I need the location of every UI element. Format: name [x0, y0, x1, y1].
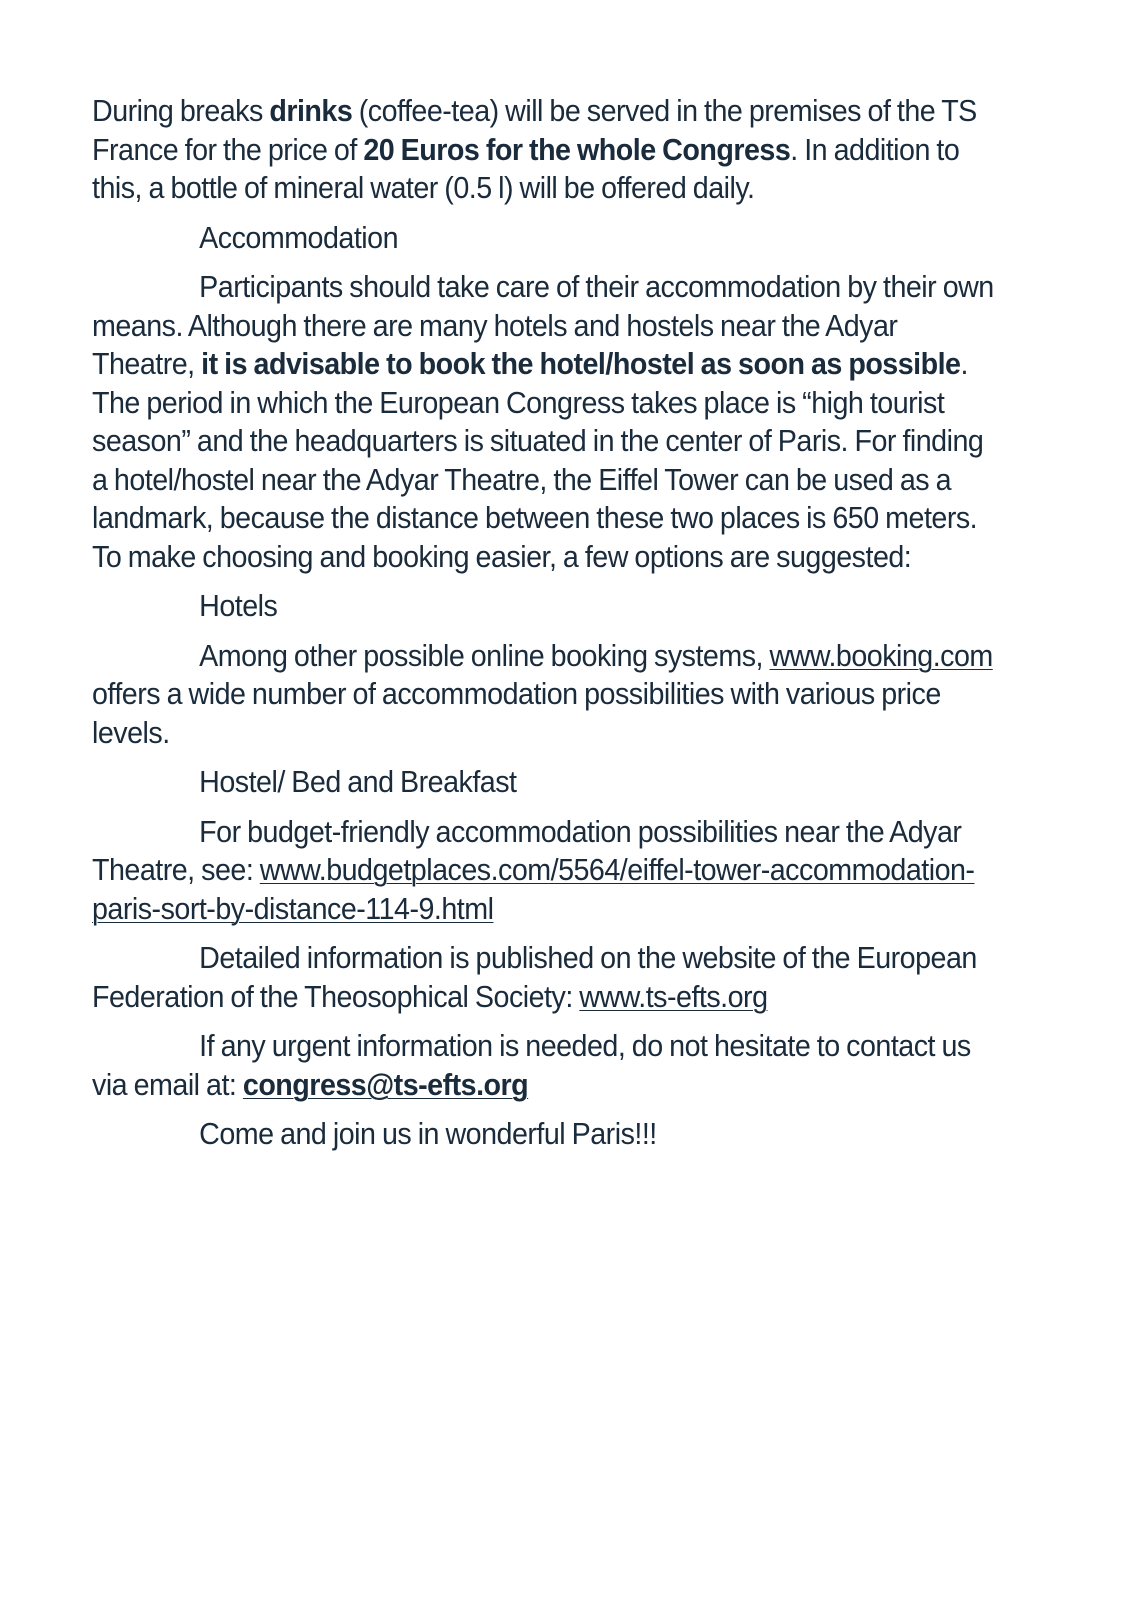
budgetplaces-link[interactable]: www.budgetplaces.com/5564/eiffel-tower-accommodation-paris-sort-by-distance-114-9.html	[92, 853, 975, 926]
contact-text-1: If any urgent information is needed, do not hesitate to contact us via email at:	[92, 1029, 971, 1102]
hotels-heading: Hotels	[199, 589, 278, 623]
hotels-text-1: Among other possible online booking systems,	[199, 638, 770, 673]
accommodation-text-2: . The period in which the European Congress takes place is “high tourist season” and the headquarters is situated in the center of Paris. For finding a hotel/hostel near the Adyar Theatre, the Eiffel Tower can be used as a landmark, because the distance between these two places is 650 meters. To make choosing and booking easier, a few options are suggested:	[92, 347, 984, 574]
drinks-bold-2: 20 Euros for the whole Congress	[363, 132, 791, 167]
accommodation-paragraph	[92, 268, 994, 576]
hotels-text-2: offers a wide number of accommodation possibilities with various price levels.	[92, 677, 941, 750]
drinks-text-3: . In addition to this, a bottle of mineral water (0.5 l) will be offered daily.	[92, 132, 960, 205]
hotels-paragraph	[92, 637, 994, 753]
info-text-1: Detailed information is published on the website of the European Federation of the Theosophical Society:	[92, 941, 977, 1014]
closing-line: Come and join us in wonderful Paris!!!	[199, 1117, 657, 1151]
hostel-paragraph	[92, 813, 994, 929]
accommodation-heading: Accommodation	[199, 220, 399, 255]
accommodation-bold: it is advisable to book the hotel/hostel as soon as possible	[201, 347, 961, 381]
drinks-bold-1: drinks	[269, 94, 353, 128]
ts-efts-link[interactable]: www.ts-efts.org	[579, 979, 768, 1014]
booking-link[interactable]: www.booking.com	[769, 638, 993, 673]
drinks-paragraph	[92, 92, 994, 208]
document-page	[92, 92, 994, 1165]
contact-paragraph	[92, 1027, 994, 1104]
info-paragraph	[92, 939, 994, 1016]
hostel-text-1: For budget-friendly accommodation possibilities near the Adyar Theatre, see:	[92, 814, 962, 887]
accommodation-text-1: Participants should take care of their accommodation by their own means. Although there are many hotels and hostels near the Adyar Theatre,	[92, 270, 994, 381]
drinks-text-1: During breaks	[92, 94, 270, 128]
drinks-text-2: (coffee-tea) will be served in the premises of the TS France for the price of	[92, 94, 977, 167]
congress-email-link[interactable]: congress@ts-efts.org	[242, 1067, 529, 1102]
hostel-heading: Hostel/ Bed and Breakfast	[199, 765, 517, 799]
